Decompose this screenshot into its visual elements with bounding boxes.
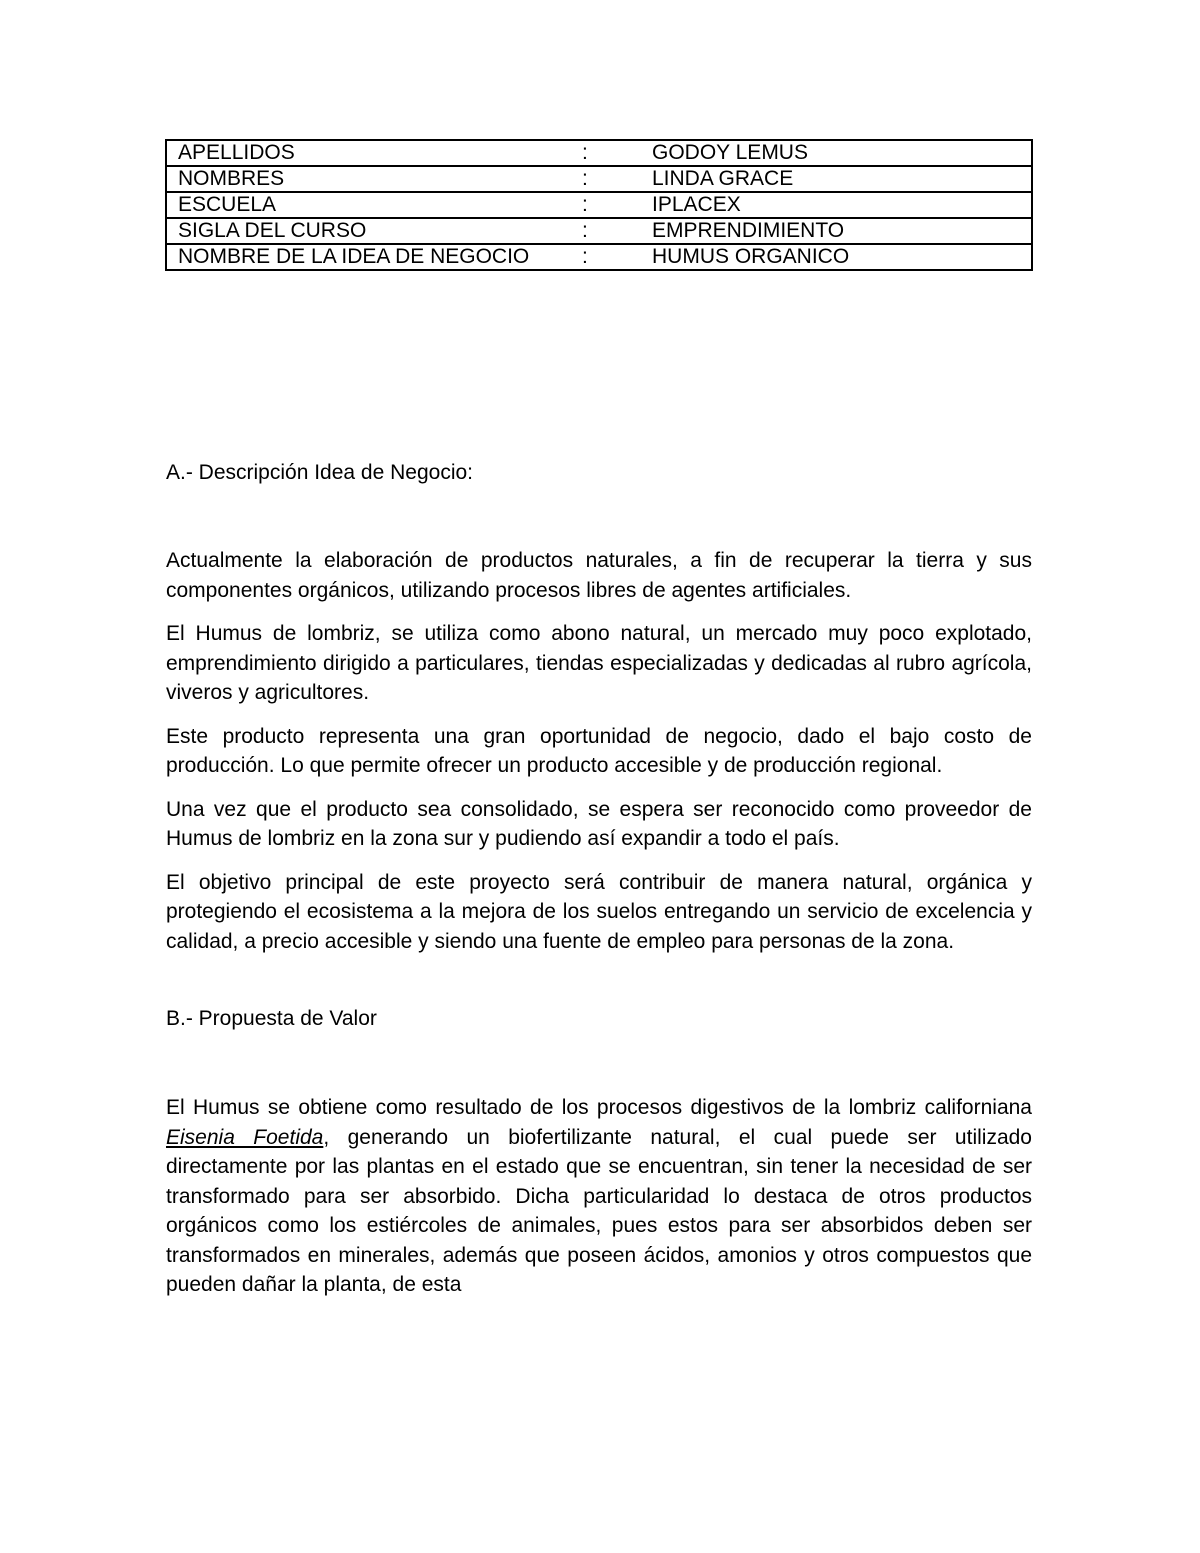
section-b-text-start: El Humus se obtiene como resultado de los procesos digestivos de la lombriz californiana [166, 1096, 1032, 1119]
row-label: APELLIDOS [178, 141, 295, 164]
table-row [166, 244, 1032, 270]
row-separator: : [582, 167, 588, 190]
section-a-paragraph: El Humus de lombriz, se utiliza como abono natural, un mercado muy poco explotado, emprendimiento dirigido a particulares, tiendas especializadas y dedicadas al rubro agrícola, viveros y agricultores. [166, 622, 1032, 704]
section-b-paragraph [166, 1093, 1032, 1300]
document-body [166, 458, 1032, 1314]
section-a-heading: A.- Descripción Idea de Negocio: [166, 461, 473, 484]
row-value: EMPRENDIMIENTO [652, 219, 845, 242]
row-separator: : [582, 141, 588, 164]
student-info-table [165, 139, 1033, 271]
table-cell [166, 166, 1032, 192]
row-separator: : [582, 193, 588, 216]
row-label: NOMBRE DE LA IDEA DE NEGOCIO [178, 245, 530, 268]
table-cell [166, 218, 1032, 244]
section-a-paragraph: Una vez que el producto sea consolidado, se espera ser reconocido como proveedor de Humus de lombriz en la zona sur y pudiendo así expandir a todo el país. [166, 797, 1032, 850]
table-row [166, 140, 1032, 166]
section-b-heading: B.- Propuesta de Valor [166, 1007, 377, 1030]
row-value: IPLACEX [652, 193, 741, 216]
table-row [166, 166, 1032, 192]
table-row [166, 218, 1032, 244]
table-cell [166, 192, 1032, 218]
row-label: NOMBRES [178, 167, 285, 190]
row-label: ESCUELA [178, 193, 277, 216]
section-a-paragraph: El objetivo principal de este proyecto será contribuir de manera natural, orgánica y protegiendo el ecosistema a la mejora de los suelos entregando un servicio de excelencia y calidad, a precio accesible y siendo una fuente de empleo para personas de la zona. [166, 870, 1032, 953]
section-a-paragraph: Este producto representa una gran oportunidad de negocio, dado el bajo costo de producción. Lo que permite ofrecer un producto accesible y de producción regional. [166, 724, 1032, 777]
table-cell [166, 140, 1032, 166]
row-value: GODOY LEMUS [652, 141, 808, 164]
table-cell [166, 244, 1032, 270]
species-name: Eisenia Foetida [166, 1125, 324, 1149]
section-b-text-end: , generando un biofertilizante natural, el cual puede ser utilizado directamente por las plantas en el estado que se encuentran, sin tener la necesidad de ser transformado para ser absorbido. Dicha particularidad lo destaca de otros productos orgánicos como los estiércoles de animales, pues estos para ser absorbidos deben ser transformados en minerales, además que poseen ácidos, amonios y otros compuestos que pueden dañar la planta, de esta [166, 1125, 1032, 1296]
row-value: HUMUS ORGANICO [652, 245, 850, 268]
section-a-paragraph: Actualmente la elaboración de productos naturales, a fin de recuperar la tierra y sus componentes orgánicos, utilizando procesos libres de agentes artificiales. [166, 549, 1032, 602]
table-row [166, 192, 1032, 218]
row-value: LINDA GRACE [652, 167, 794, 190]
row-separator: : [582, 219, 588, 242]
row-label: SIGLA DEL CURSO [178, 219, 367, 242]
row-separator: : [582, 245, 588, 268]
